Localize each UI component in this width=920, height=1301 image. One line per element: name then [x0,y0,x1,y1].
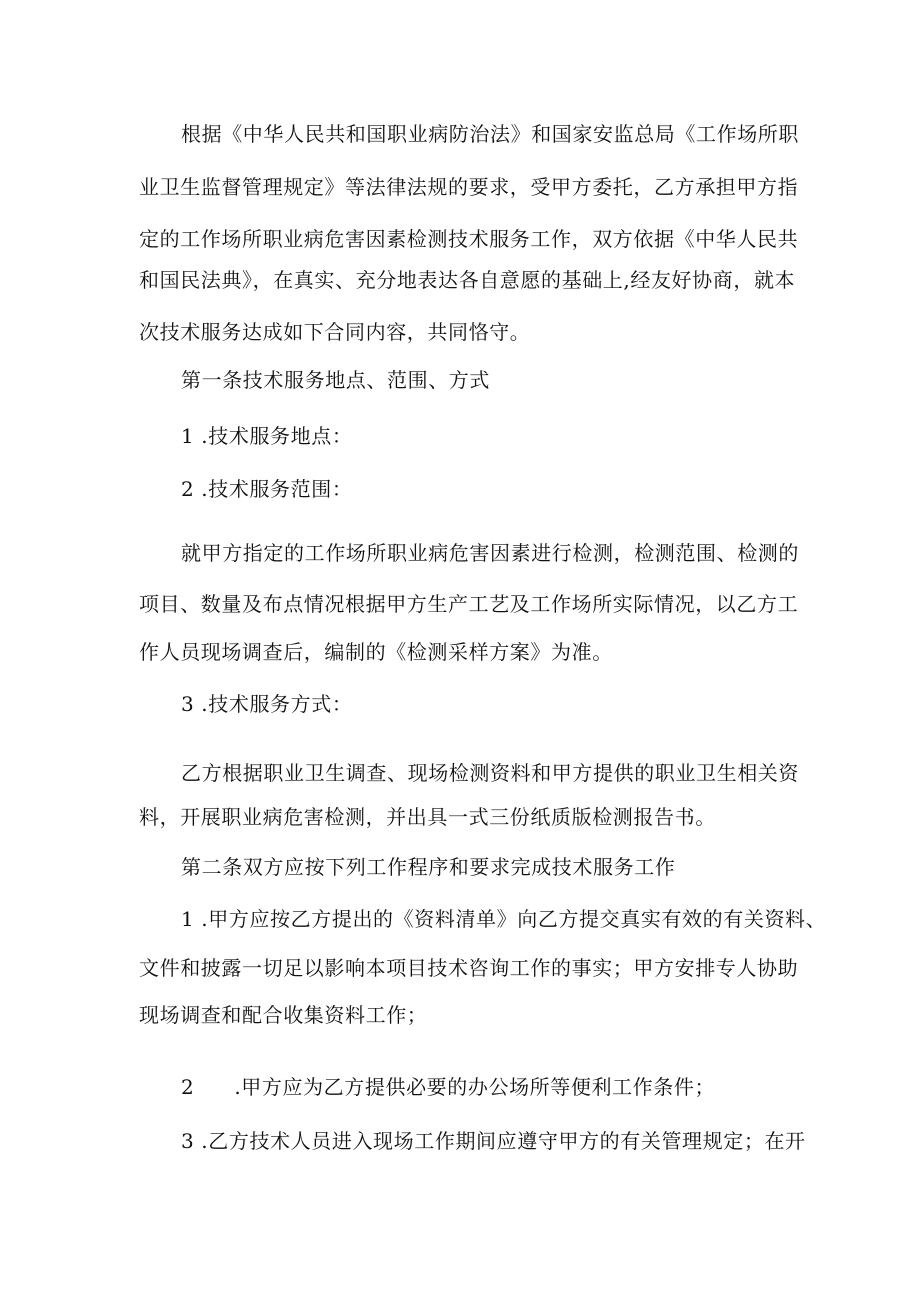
a2-item2-text: .甲方应为乙方提供必要的办公场所等便利工作条件； [234,1075,716,1099]
intro-line: 和国民法典》，在真实、充分地表达各自意愿的基础上,经友好协商，就本 [139,268,796,292]
scope-line: 作人员现场调查后，编制的《检测采样方案》为准。 [139,640,613,664]
a2-item3: 3 .乙方技术人员进入现场工作期间应遵守甲方的有关管理规定；在开 [181,1129,806,1153]
intro-line: 业卫生监督管理规定》等法律法规的要求，受甲方委托，乙方承担甲方指 [139,175,799,199]
scope-line: 项目、数量及布点情况根据甲方生产工艺及工作场所实际情况，以乙方工 [139,592,799,616]
a2-item1-line: 文件和披露一切足以影响本项目技术咨询工作的事实；甲方安排专人协助 [139,956,799,980]
intro-line: 根据《中华人民共和国职业病防治法》和国家安监总局《工作场所职 [181,122,799,146]
service-method-item: 3 .技术服务方式： [181,692,353,716]
service-location-item: 1 .技术服务地点： [181,424,353,448]
a2-item2-number: 2 [181,1075,195,1099]
intro-line: 次技术服务达成如下合同内容，共同恪守。 [139,320,531,344]
a2-item1-line: 现场调查和配合收集资料工作； [139,1003,428,1027]
article2-title: 第二条双方应按下列工作程序和要求完成技术服务工作 [181,855,676,879]
scope-line: 就甲方指定的工作场所职业病危害因素进行检测，检测范围、检测的 [181,541,799,565]
intro-line: 定的工作场所职业病危害因素检测技术服务工作，双方依据《中华人民共 [139,227,799,251]
article1-title: 第一条技术服务地点、范围、方式 [181,368,490,392]
method-line: 乙方根据职业卫生调查、现场检测资料和甲方提供的职业卫生相关资 [181,761,799,785]
method-line: 料，开展职业病危害检测，并出具一式三份纸质版检测报告书。 [139,805,716,829]
a2-item2 [0,1071,920,1103]
a2-item1-line: 1 .甲方应按乙方提出的《资料清单》向乙方提交真实有效的有关资料、 [181,907,827,931]
service-scope-item: 2 .技术服务范围： [181,477,353,501]
